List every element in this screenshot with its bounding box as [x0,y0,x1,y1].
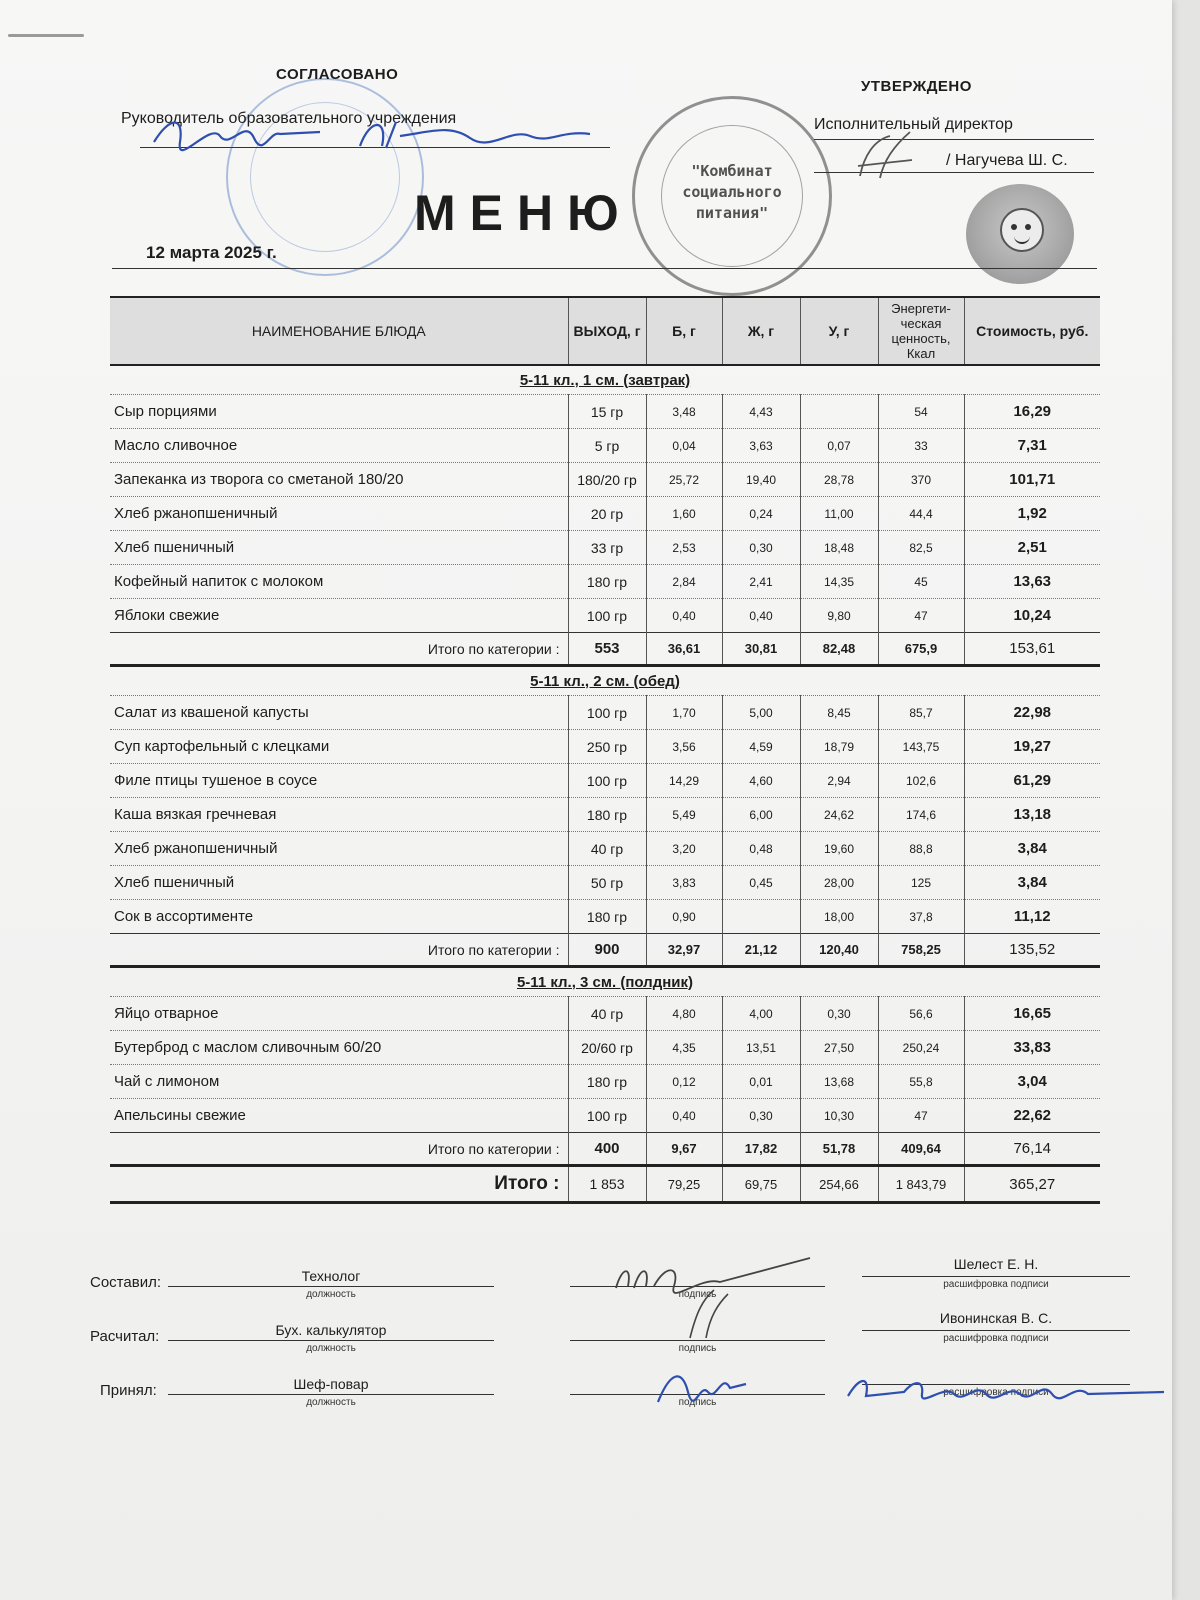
dish-name: Апельсины свежие [110,1099,568,1133]
total-proteins: 9,67 [646,1133,722,1166]
dish-carbs: 9,80 [800,599,878,633]
dish-carbs: 27,50 [800,1031,878,1065]
total-energy: 758,25 [878,934,964,967]
dish-energy: 55,8 [878,1065,964,1099]
dish-carbs: 0,30 [800,997,878,1031]
dish-energy: 143,75 [878,730,964,764]
dish-output: 250 гр [568,730,646,764]
dish-energy: 47 [878,1099,964,1133]
dish-fats: 5,00 [722,696,800,730]
total-output: 900 [568,934,646,967]
dish-cost: 61,29 [964,764,1100,798]
dish-row [110,395,1100,429]
dish-row [110,696,1100,730]
dish-energy: 47 [878,599,964,633]
dish-row [110,429,1100,463]
dish-row [110,1065,1100,1099]
dish-name: Филе птицы тушеное в соусе [110,764,568,798]
dish-row [110,900,1100,934]
dish-energy: 37,8 [878,900,964,934]
dish-row [110,1031,1100,1065]
dish-output: 40 гр [568,832,646,866]
dish-cost: 3,04 [964,1065,1100,1099]
dish-fats: 0,45 [722,866,800,900]
dish-proteins: 0,40 [646,1099,722,1133]
position-line [168,1286,494,1287]
dish-row [110,997,1100,1031]
dish-proteins: 25,72 [646,463,722,497]
approved-role: Исполнительный директор [814,116,1013,133]
dish-row [110,866,1100,900]
dish-name: Каша вязкая гречневая [110,798,568,832]
dish-fats: 2,41 [722,565,800,599]
dish-energy: 125 [878,866,964,900]
dish-carbs: 18,79 [800,730,878,764]
dish-proteins: 4,35 [646,1031,722,1065]
staple [8,34,84,37]
dish-name: Запеканка из творога со сметаной 180/20 [110,463,568,497]
dish-output: 100 гр [568,764,646,798]
dish-proteins: 3,56 [646,730,722,764]
signature-caption: подпись [678,1397,717,1408]
menu-table [110,296,1100,1204]
dish-output: 20/60 гр [568,1031,646,1065]
dish-row [110,497,1100,531]
category-total-label: Итого по категории : [110,934,568,967]
dish-energy: 33 [878,429,964,463]
dish-output: 40 гр [568,997,646,1031]
total-energy: 675,9 [878,633,964,666]
total-output: 400 [568,1133,646,1166]
category-row [110,365,1100,395]
dish-output: 15 гр [568,395,646,429]
dish-fats: 0,30 [722,1099,800,1133]
category-total-row [110,633,1100,666]
dish-proteins: 0,40 [646,599,722,633]
dish-carbs: 18,00 [800,900,878,934]
column-header-carbs: У, г [800,297,878,365]
dish-carbs: 28,00 [800,866,878,900]
column-header-fats: Ж, г [722,297,800,365]
dish-cost: 10,24 [964,599,1100,633]
seal-text-line1: "Комбинат [691,162,773,180]
total-carbs: 120,40 [800,934,878,967]
chef-kid-logo [966,184,1074,284]
category-title: 5-11 кл., 3 см. (полдник) [110,967,1100,997]
organization-seal [632,96,832,296]
dish-cost: 2,51 [964,531,1100,565]
dish-cost: 33,83 [964,1031,1100,1065]
seal-text-line3: питания" [695,204,769,222]
approved-name: / Нагучева Ш. С. [946,152,1068,169]
position-line [168,1340,494,1341]
dish-energy: 370 [878,463,964,497]
dish-output: 180 гр [568,900,646,934]
agreed-role: Руководитель образовательного учреждения [121,110,457,127]
dish-output: 180 гр [568,1065,646,1099]
grand-total-cost: 365,27 [964,1166,1100,1203]
dish-row [110,463,1100,497]
chef-name-signature [844,1370,1174,1410]
total-proteins: 32,97 [646,934,722,967]
chef-signature [652,1362,752,1410]
dish-name: Яйцо отварное [110,997,568,1031]
dish-fats: 0,40 [722,599,800,633]
dish-name: Сок в ассортименте [110,900,568,934]
dish-output: 100 гр [568,599,646,633]
signer-label: Принял: [100,1382,157,1399]
dish-fats: 6,00 [722,798,800,832]
total-energy: 409,64 [878,1133,964,1166]
name-caption: расшифровка подписи [943,1387,1049,1398]
dish-name: Масло сливочное [110,429,568,463]
page-title: МЕНЮ [414,185,633,241]
dish-row [110,1099,1100,1133]
dish-row [110,798,1100,832]
name-line [862,1276,1130,1277]
dish-cost: 3,84 [964,866,1100,900]
dish-energy: 82,5 [878,531,964,565]
dish-fats: 19,40 [722,463,800,497]
agreed-title: СОГЛАСОВАНО [276,66,399,83]
position-caption: должность [306,1289,356,1300]
dish-output: 33 гр [568,531,646,565]
total-cost: 135,52 [964,934,1100,967]
name-caption: расшифровка подписи [943,1279,1049,1290]
total-fats: 30,81 [722,633,800,666]
dish-carbs: 19,60 [800,832,878,866]
dish-fats: 0,24 [722,497,800,531]
dish-fats: 13,51 [722,1031,800,1065]
dish-proteins: 0,04 [646,429,722,463]
column-header-energy: Энергети-ческая ценность, Ккал [878,297,964,365]
position-caption: должность [306,1343,356,1354]
dish-name: Салат из квашеной капусты [110,696,568,730]
dish-carbs: 14,35 [800,565,878,599]
table-header-row [110,297,1100,365]
dish-output: 180 гр [568,565,646,599]
dish-energy: 44,4 [878,497,964,531]
dish-proteins: 3,83 [646,866,722,900]
position-line [168,1394,494,1395]
dish-proteins: 3,48 [646,395,722,429]
grand-total-energy: 1 843,79 [878,1166,964,1203]
dish-row [110,599,1100,633]
dish-energy: 88,8 [878,832,964,866]
dish-fats: 0,01 [722,1065,800,1099]
dish-fats: 4,43 [722,395,800,429]
menu-date: 12 марта 2025 г. [146,243,277,262]
dish-cost: 13,63 [964,565,1100,599]
dish-fats: 4,60 [722,764,800,798]
grand-total-row [110,1166,1100,1203]
dish-energy: 45 [878,565,964,599]
dish-cost: 19,27 [964,730,1100,764]
dish-output: 180/20 гр [568,463,646,497]
category-total-label: Итого по категории : [110,1133,568,1166]
category-title: 5-11 кл., 2 см. (обед) [110,666,1100,696]
total-carbs: 51,78 [800,1133,878,1166]
dish-cost: 16,29 [964,395,1100,429]
dish-name: Хлеб ржанопшеничный [110,497,568,531]
technologist-signature [610,1252,830,1342]
dish-carbs: 24,62 [800,798,878,832]
dish-proteins: 3,20 [646,832,722,866]
total-fats: 17,82 [722,1133,800,1166]
position-caption: должность [306,1397,356,1408]
dish-energy: 250,24 [878,1031,964,1065]
dish-output: 5 гр [568,429,646,463]
dish-cost: 16,65 [964,997,1100,1031]
total-carbs: 82,48 [800,633,878,666]
dish-cost: 22,62 [964,1099,1100,1133]
dish-name: Хлеб ржанопшеничный [110,832,568,866]
dish-carbs: 11,00 [800,497,878,531]
signature-caption: подпись [678,1343,717,1354]
dish-name: Кофейный напиток с молоком [110,565,568,599]
dish-output: 20 гр [568,497,646,531]
total-proteins: 36,61 [646,633,722,666]
dish-name: Сыр порциями [110,395,568,429]
total-output: 553 [568,633,646,666]
dish-output: 100 гр [568,1099,646,1133]
column-header-name: НАИМЕНОВАНИЕ БЛЮДА [110,297,568,365]
table-body [110,365,1100,1203]
date-underline [112,268,1097,269]
dish-output: 180 гр [568,798,646,832]
dish-fats: 4,59 [722,730,800,764]
dish-carbs: 10,30 [800,1099,878,1133]
dish-carbs: 13,68 [800,1065,878,1099]
dish-proteins: 0,90 [646,900,722,934]
name-caption: расшифровка подписи [943,1333,1049,1344]
dish-proteins: 5,49 [646,798,722,832]
dish-fats: 3,63 [722,429,800,463]
signer-label: Расчитал: [90,1328,160,1345]
signature-caption: подпись [678,1289,717,1300]
dish-proteins: 1,60 [646,497,722,531]
column-header-proteins: Б, г [646,297,722,365]
category-row [110,967,1100,997]
column-header-output: ВЫХОД, г [568,297,646,365]
category-row [110,666,1100,696]
dish-cost: 1,92 [964,497,1100,531]
dish-name: Хлеб пшеничный [110,531,568,565]
dish-proteins: 0,12 [646,1065,722,1099]
dish-energy: 174,6 [878,798,964,832]
dish-cost: 3,84 [964,832,1100,866]
dish-carbs: 0,07 [800,429,878,463]
dish-fats [722,900,800,934]
dish-proteins: 1,70 [646,696,722,730]
dish-cost: 11,12 [964,900,1100,934]
dish-carbs: 28,78 [800,463,878,497]
dish-carbs: 2,94 [800,764,878,798]
category-title: 5-11 кл., 1 см. (завтрак) [110,365,1100,395]
name-line [862,1330,1130,1331]
dish-name: Бутерброд с маслом сливочным 60/20 [110,1031,568,1065]
dish-output: 100 гр [568,696,646,730]
category-total-row [110,934,1100,967]
seal-text-line2: социального [682,183,782,201]
dish-proteins: 4,80 [646,997,722,1031]
dish-row [110,565,1100,599]
dish-carbs [800,395,878,429]
dish-cost: 101,71 [964,463,1100,497]
dish-name: Чай с лимоном [110,1065,568,1099]
total-cost: 76,14 [964,1133,1100,1166]
category-total-label: Итого по категории : [110,633,568,666]
signer-position: Бух. калькулятор [275,1322,387,1338]
dish-proteins: 14,29 [646,764,722,798]
dish-name: Хлеб пшеничный [110,866,568,900]
dish-row [110,730,1100,764]
signer-position: Технолог [301,1268,361,1284]
signer-name: Шелест Е. Н. [953,1256,1039,1272]
dish-name: Суп картофельный с клецками [110,730,568,764]
dish-proteins: 2,84 [646,565,722,599]
dish-energy: 85,7 [878,696,964,730]
approved-title: УТВЕРЖДЕНО [861,78,972,95]
dish-fats: 0,48 [722,832,800,866]
dish-cost: 22,98 [964,696,1100,730]
dish-name: Яблоки свежие [110,599,568,633]
dish-row [110,832,1100,866]
dish-cost: 13,18 [964,798,1100,832]
dish-cost: 7,31 [964,429,1100,463]
total-cost: 153,61 [964,633,1100,666]
dish-energy: 56,6 [878,997,964,1031]
dish-proteins: 2,53 [646,531,722,565]
grand-total-carbs: 254,66 [800,1166,878,1203]
grand-total-output: 1 853 [568,1166,646,1203]
dish-energy: 102,6 [878,764,964,798]
dish-carbs: 8,45 [800,696,878,730]
dish-output: 50 гр [568,866,646,900]
agreed-signature [150,112,610,156]
dish-energy: 54 [878,395,964,429]
total-fats: 21,12 [722,934,800,967]
dish-fats: 4,00 [722,997,800,1031]
signer-position: Шеф-повар [293,1376,369,1392]
column-header-cost: Стоимость, руб. [964,297,1100,365]
dish-carbs: 18,48 [800,531,878,565]
grand-total-proteins: 79,25 [646,1166,722,1203]
director-signature [850,126,920,186]
grand-total-label: Итого : [110,1166,568,1203]
category-total-row [110,1133,1100,1166]
dish-row [110,531,1100,565]
dish-fats: 0,30 [722,531,800,565]
dish-row [110,764,1100,798]
signer-name: Ивонинская В. С. [939,1310,1053,1326]
signer-label: Составил: [90,1274,161,1291]
grand-total-fats: 69,75 [722,1166,800,1203]
